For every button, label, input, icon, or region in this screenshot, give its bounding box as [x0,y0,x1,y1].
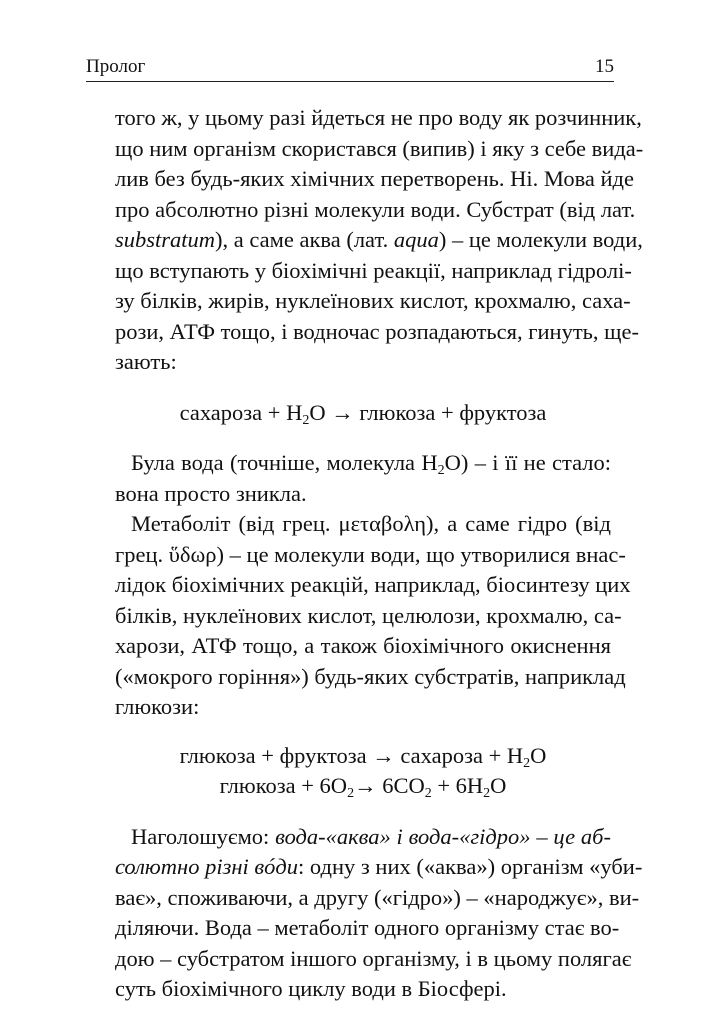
text-line: рози, АТФ тощо, і водночас розпадаються, гинуть, ще- [115,318,639,344]
text-line: дою – субстратом іншого організму, і в цьому полягає [115,945,632,971]
text-line: суть біохімічного циклу води в Біосфері. [115,976,507,1001]
text-line: лідок біохімічних реакцій, наприклад, біосинтезу цих [115,572,631,597]
equation-2: глюкоза + фруктоза → сахароза + $H_2O$ [179,742,547,771]
text-line: грец. ὕδωρ) – це молекули води, що утворилися внас- [115,541,626,567]
text-line: про абсолютно різні молекули води. Субстрат (від лат. [115,196,636,222]
header-rule [86,81,614,82]
text-line: Наголошуємо: вода-«аква» і вода-«гідро» – це аб- [131,823,611,849]
equation-1: сахароза + $H_2O$ → глюкоза + фруктоза [179,399,547,428]
paragraph-2 [115,448,611,509]
text-line: Була вода (точніше, молекула $H_2O$) – і її не стало: [131,450,612,478]
paragraph-4 [115,822,643,1005]
text-line: substratum), а саме аква (лат. aqua) – це молекули води, [115,227,643,252]
text-line: зають: [115,349,177,374]
text-line: того ж, у цьому разі йдеться не про воду як розчинник, [115,105,642,130]
text-line: солютно різні вóди: одну з них («аква») організм «уби- [115,854,643,879]
text-line: глюкози: [115,694,200,719]
running-header [86,56,614,80]
text-line: вона просто зникла. [115,480,307,506]
text-line: ває», споживаючи, а другу («гідро») – «народжує», ви- [115,884,640,910]
text-line: лив без будь-яких хімічних перетворень. Ні. Мова йде [115,166,634,191]
text-line: що ним організм скористався (випив) і яку з себе вида- [115,135,644,161]
text-line: діляючи. Вода – метаболіт одного організму стає во- [115,915,620,940]
page-number: 15 [595,56,614,77]
text-line: («мокрого горіння») будь-яких субстратів, наприклад [115,663,626,689]
text-line: що вступають у біохімічні реакції, наприклад гідролі- [115,257,632,283]
text-line: білків, нуклеїнових кислот, целюлози, крохмалю, са- [115,602,622,628]
equation-3: глюкоза + $6O_2\to 6CO_2 + 6H_2O$ [219,773,507,801]
text-line: Метаболіт (від грец. μεταβολη), а саме гідро (від [131,511,611,536]
latin-term: substratum [115,227,216,252]
latin-term: aqua [393,227,439,252]
paragraph-3 [115,509,631,723]
text-line: зу білків, жирів, нуклеїнових кислот, крохмалю, саха- [115,288,631,313]
text-line: харози, АТФ тощо, а також біохімічного окиснення [115,633,611,658]
paragraph-1 [115,103,644,378]
emphasis: вода-«аква» і вода-«гідро» – це аб- [275,823,611,849]
page-body [115,103,644,1005]
chapter-title: Пролог [86,56,146,77]
emphasis: солютно різні вóди [115,854,299,879]
